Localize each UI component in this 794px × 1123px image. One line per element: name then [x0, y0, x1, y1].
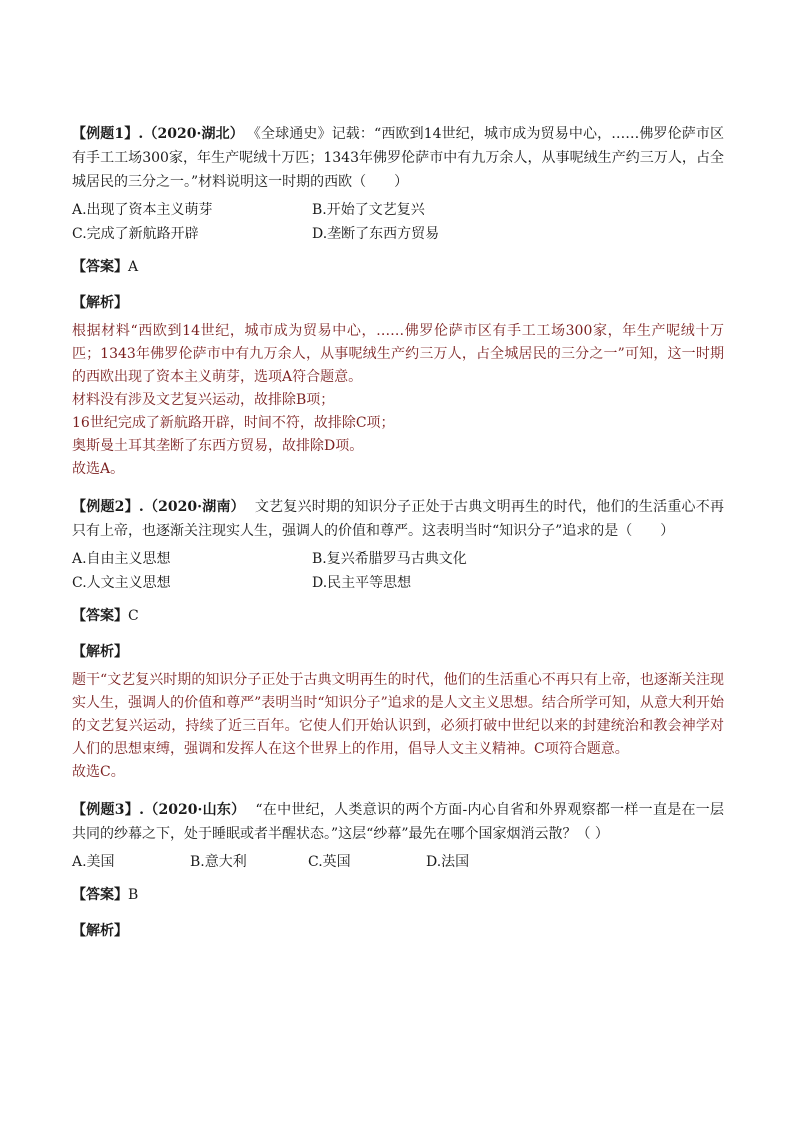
analysis-label: 【解析】: [72, 295, 128, 311]
answer-label: 【答案】: [72, 259, 128, 275]
answer-label: 【答案】: [72, 887, 128, 903]
answer-line: [72, 256, 724, 278]
answer-value: A: [128, 259, 139, 275]
answer-line: [72, 884, 724, 906]
answer-label: 【答案】: [72, 608, 128, 624]
analysis-paragraph: 根据材料“西欧到14世纪，城市成为贸易中心，……佛罗伦萨市区有手工工场300家，年生产呢绒十万匹；1343年佛罗伦萨市中有九万余人，从事呢绒生产约三万人，占全城居民的三分之一”可知，这一时期的西欧出现了资本主义萌芽，选项A符合题意。: [72, 323, 724, 385]
question-2-stem: [72, 495, 724, 543]
option-c: C.人文主义思想: [72, 575, 171, 591]
analysis-paragraph: 题干“文艺复兴时期的知识分子正处于古典文明再生的时代，他们的生活重心不再只有上帝，也逐渐关注现实人生，强调人的价值和尊严”表明当时“知识分子”追求的是人文主义思想。结合所学可知，从意大利开始的文艺复兴运动，持续了近三百年。它使人们开始认识到，必须打破中世纪以来的封建统治和教会神学对人们的思想束缚，强调和发挥人在这个世界上的作用，倡导人文主义精神。C项符合题意。: [72, 672, 724, 757]
analysis-paragraph: 故选A。: [72, 461, 125, 477]
question-1-stem: [72, 122, 724, 194]
question-source: .（2020·山东）: [139, 802, 246, 818]
option-b: B.意大利: [190, 854, 247, 870]
question-label: 【例题3】: [72, 802, 140, 818]
question-source: .（2020·湖南）: [138, 499, 245, 515]
option-d: D.法国: [426, 854, 470, 870]
analysis-paragraph: 奥斯曼土耳其垄断了东西方贸易，故排除D项。: [72, 438, 364, 454]
option-a: A.出现了资本主义萌芽: [72, 202, 213, 218]
question-text: 《全球通史》记载：“西欧到14世纪，城市成为贸易中心，……佛罗伦萨市区有手工工场300家，年生产呢绒十万匹；1343年佛罗伦萨市中有九万余人，从事呢绒生产约三万人，占全城居民的三分之一。”材料说明这一时期的西欧（ ）: [72, 126, 724, 190]
question-2-options: [72, 547, 724, 595]
analysis-paragraph: 材料没有涉及文艺复兴运动，故排除B项；: [72, 392, 335, 408]
question-3-stem: [72, 798, 724, 846]
question-source: .（2020·湖北）: [138, 126, 244, 142]
option-b: B.复兴希腊罗马古典文化: [312, 551, 467, 567]
analysis-label: 【解析】: [72, 644, 128, 660]
document-content: [72, 122, 724, 942]
question-label: 【例题1】: [72, 126, 139, 142]
question-label: 【例题2】: [72, 499, 139, 515]
analysis-label: 【解析】: [72, 923, 128, 939]
question-1-options: [72, 198, 724, 246]
analysis-paragraph: 16世纪完成了新航路开辟，时间不符，故排除C项；: [72, 415, 395, 431]
answer-value: B: [128, 887, 139, 903]
option-a: A.自由主义思想: [72, 551, 171, 567]
question-3-options: [72, 850, 724, 874]
option-d: D.民主平等思想: [312, 575, 412, 591]
question-text: 文艺复兴时期的知识分子正处于古典文明再生的时代，他们的生活重心不再只有上帝，也逐渐关注现实人生，强调人的价值和尊严。这表明当时“知识分子”追求的是（ ）: [72, 499, 724, 539]
option-a: A.美国: [72, 854, 115, 870]
answer-value: C: [128, 608, 139, 624]
answer-line: [72, 605, 724, 627]
option-c: C.完成了新航路开辟: [72, 226, 199, 242]
option-c: C.英国: [308, 854, 351, 870]
option-b: B.开始了文艺复兴: [312, 202, 425, 218]
question-text: “在中世纪，人类意识的两个方面-内心自省和外界观察都一样一直是在一层共同的纱幕之下，处于睡眠或者半醒状态。”这层“纱幕”最先在哪个国家烟消云散？（ ）: [72, 802, 725, 842]
option-d: D.垄断了东西方贸易: [312, 226, 440, 242]
analysis-block: [72, 669, 724, 784]
analysis-block: [72, 320, 724, 481]
analysis-paragraph: 故选C。: [72, 764, 125, 780]
